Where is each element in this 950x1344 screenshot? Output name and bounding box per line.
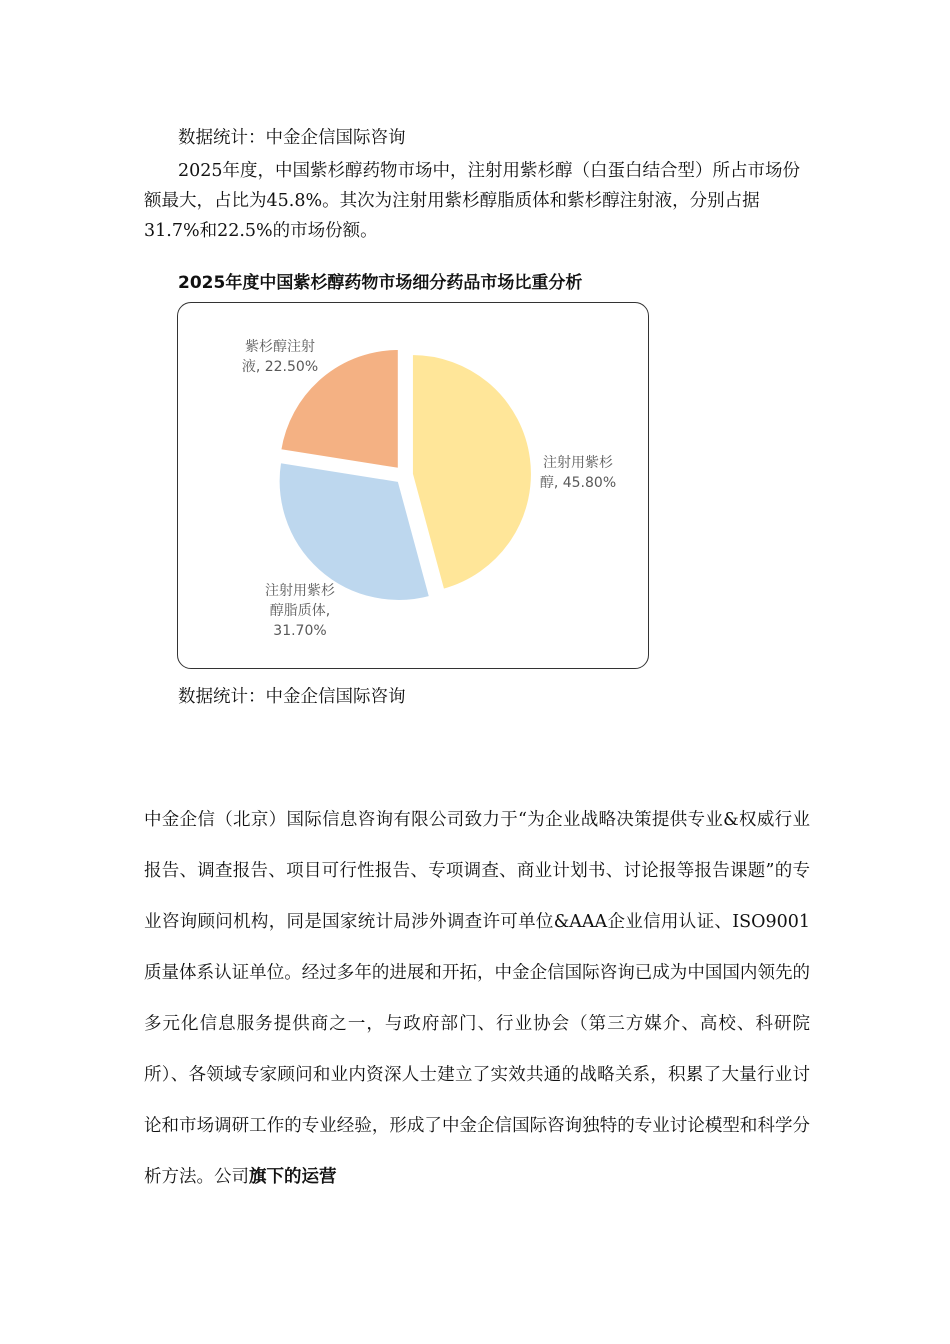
pie-slice-injection-albumin	[412, 354, 532, 590]
chart-title: 2025年度中国紫杉醇药物市场细分药品市场比重分析	[178, 273, 583, 293]
slice-label-line: 液, 22.50%	[241, 359, 319, 375]
slice-label-line: 醇脂质体,	[269, 603, 331, 619]
slice-label-line: 注射用紫杉	[265, 583, 335, 599]
source-note-bottom: 数据统计：中金企信国际咨询	[178, 687, 406, 707]
source-note-top: 数据统计：中金企信国际咨询	[178, 128, 406, 148]
slice-label-liposome	[252, 581, 348, 641]
company-text: 中金企信（北京）国际信息咨询有限公司致力于“为企业战略决策提供专业&权威行业报告、调查报告、项目可行性报告、专项调查、商业计划书、讨论报等报告课题”的专业咨询顾问机构，同是国家统计局涉外调查许可单位&AAA企业信用认证、ISO9001质量体系认证单位。经过多年的进展和开拓，中金企信国际咨询已成为中国国内领先的多元化信息服务提供商之一，与政府部门、行业协会（第三方媒介、高校、科研院所）、各领域专家顾问和业内资深人士建立了实效共通的战略关系，积累了大量行业讨论和市场调研工作的专业经验，形成了中金企信国际咨询独特的专业讨论模型和科学分析方法。公司	[144, 810, 810, 1187]
slice-label-line: 31.70%	[273, 623, 327, 639]
slice-label-line: 紫杉醇注射	[245, 339, 315, 355]
slice-label-injection-albumin	[532, 453, 624, 493]
slice-label-injection-solution	[230, 337, 330, 377]
company-paragraph	[144, 795, 810, 1203]
company-text-bold: 旗下的运营	[249, 1167, 337, 1187]
intro-paragraph	[144, 156, 810, 246]
pie-chart	[177, 302, 649, 669]
slice-label-line: 醇, 45.80%	[539, 475, 617, 491]
slice-label-line: 注射用紫杉	[543, 455, 613, 471]
intro-text: 2025年度，中国紫杉醇药物市场中，注射用紫杉醇（白蛋白结合型）所占市场份额最大，占比为45.8%。其次为注射用紫杉醇脂质体和紫杉醇注射液，分别占据31.7%和22.5%的市场份额。	[144, 161, 801, 241]
